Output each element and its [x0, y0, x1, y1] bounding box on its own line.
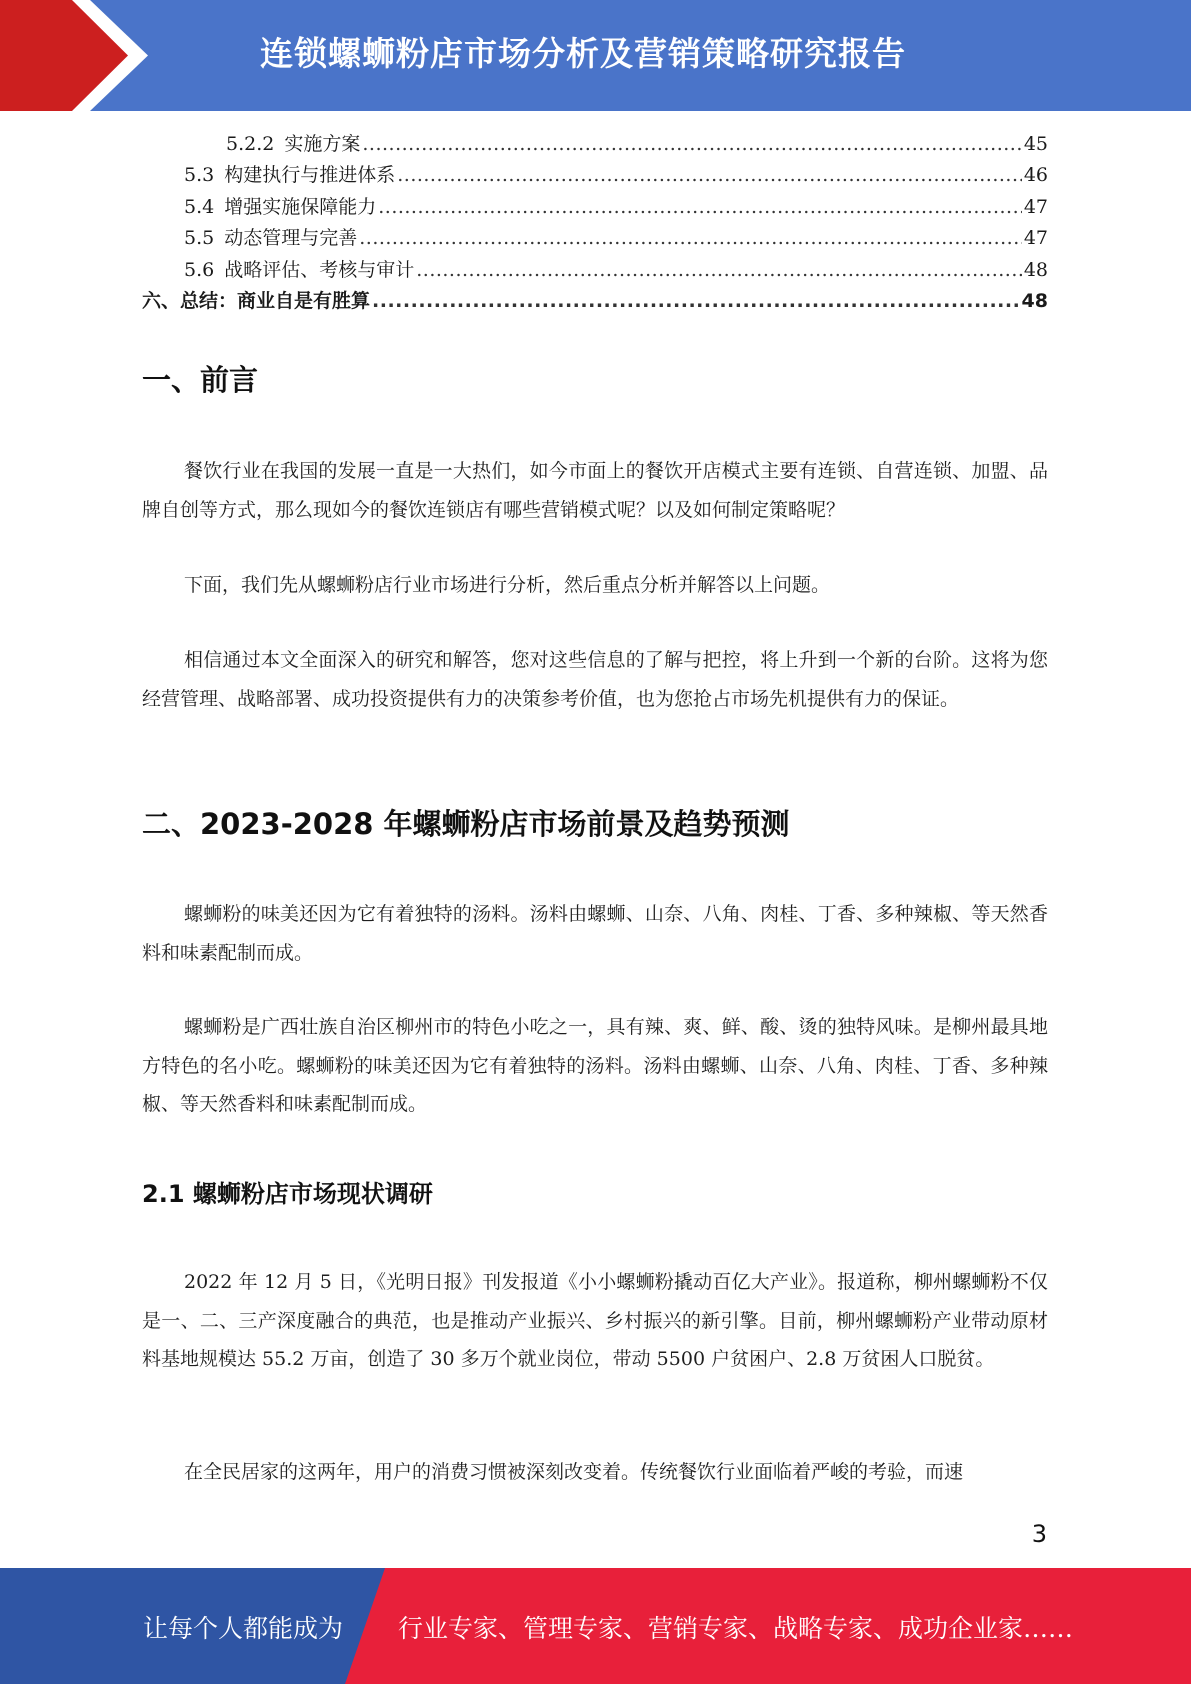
section-heading-preface: 一、前言	[142, 363, 259, 397]
subsection-heading-survey: 2.1 螺蛳粉店市场现状调研	[142, 1180, 433, 1208]
toc-leader-dots	[359, 227, 1022, 249]
toc-entry-page: 47	[1023, 227, 1048, 250]
toc-entry-page: 47	[1023, 195, 1048, 218]
toc-leader-dots	[378, 196, 1022, 218]
toc-entry-page: 46	[1023, 164, 1048, 187]
toc-entry-title: 增强实施保障能力	[224, 195, 377, 218]
toc-entry[interactable]	[142, 223, 1048, 254]
page-footer	[0, 1568, 1191, 1684]
header-chevron-decoration	[0, 0, 150, 111]
paragraph: 餐饮行业在我国的发展一直是一大热们，如今市面上的餐饮开店模式主要有连锁、自营连锁、加盟、品牌自创等方式，那么现如今的餐饮连锁店有哪些营销模式呢？以及如何制定策略呢？	[142, 460, 1048, 521]
toc-entry-title: 实施方案	[284, 133, 361, 155]
toc-entry-page: 48	[1021, 289, 1048, 312]
toc-entry[interactable]	[142, 192, 1048, 223]
toc-entry-number: 5.2.2	[226, 133, 275, 155]
toc-entry-page: 48	[1023, 258, 1048, 281]
page-header	[0, 0, 1191, 111]
toc-entry-title: 动态管理与完善	[224, 227, 358, 250]
toc-entry[interactable]	[142, 160, 1048, 191]
toc-entry[interactable]	[142, 255, 1048, 286]
footer-slogan-left: 让每个人都能成为	[143, 1614, 344, 1643]
page-number: 3	[1031, 1520, 1047, 1548]
paragraph: 螺蛳粉是广西壮族自治区柳州市的特色小吃之一，具有辣、爽、鲜、酸、烫的独特风味。是柳州最具地方特色的名小吃。螺蛳粉的味美还因为它有着独特的汤料。汤料由螺蛳、山奈、八角、肉桂、丁香、多种辣椒、等天然香料和味素配制而成。	[142, 1016, 1048, 1115]
toc-leader-dots	[372, 290, 1020, 312]
toc-leader-dots	[416, 259, 1022, 281]
paragraph: 在全民居家的这两年，用户的消费习惯被深刻改变着。传统餐饮行业面临着严峻的考验，而速	[184, 1461, 964, 1483]
footer-slogan-right: 行业专家、管理专家、营销专家、战略专家、成功企业家……	[398, 1614, 1074, 1643]
toc-entry-title: 战略评估、考核与审计	[224, 258, 415, 281]
paragraph: 相信通过本文全面深入的研究和解答，您对这些信息的了解与把控，将上升到一个新的台阶。这将为您经营管理、战略部署、成功投资提供有力的决策参考价值，也为您抢占市场先机提供有力的保证。	[142, 649, 1048, 710]
toc-leader-dots	[397, 164, 1022, 186]
toc-entry-number: 5.4	[184, 195, 215, 218]
paragraph: 螺蛳粉的味美还因为它有着独特的汤料。汤料由螺蛳、山奈、八角、肉桂、丁香、多种辣椒、等天然香料和味素配制而成。	[142, 903, 1048, 964]
toc-entry[interactable]	[142, 129, 1048, 160]
paragraph: 下面，我们先从螺蛳粉店行业市场进行分析，然后重点分析并解答以上问题。	[184, 574, 831, 596]
toc-entry-number: 5.6	[184, 258, 215, 281]
toc-entry-title: 六、总结：商业自是有胜算	[142, 289, 371, 312]
paragraph: 2022 年 12 月 5 日，《光明日报》刊发报道《小小螺蛳粉撬动百亿大产业》。报道称，柳州螺蛳粉不仅是一、二、三产深度融合的典范，也是推动产业振兴、乡村振兴的新引擎。目前，柳州螺蛳粉产业带动原材料基地规模达 55.2 万亩，创造了 30 多万个就业岗位，带动 5500 户贫困户、2.8 万贫困人口脱贫。	[142, 1271, 1048, 1370]
table-of-contents	[142, 129, 1048, 317]
report-title: 连锁螺蛳粉店市场分析及营销策略研究报告	[260, 34, 906, 73]
toc-leader-dots	[362, 133, 1021, 155]
toc-entry[interactable]	[142, 286, 1048, 317]
section-heading-forecast: 二、2023-2028 年螺蛳粉店市场前景及趋势预测	[142, 807, 790, 841]
toc-entry-title: 构建执行与推进体系	[224, 164, 396, 187]
toc-entry-number: 5.3	[184, 164, 215, 187]
toc-entry-number: 5.5	[184, 227, 215, 250]
toc-entry-page: 45	[1023, 133, 1048, 155]
